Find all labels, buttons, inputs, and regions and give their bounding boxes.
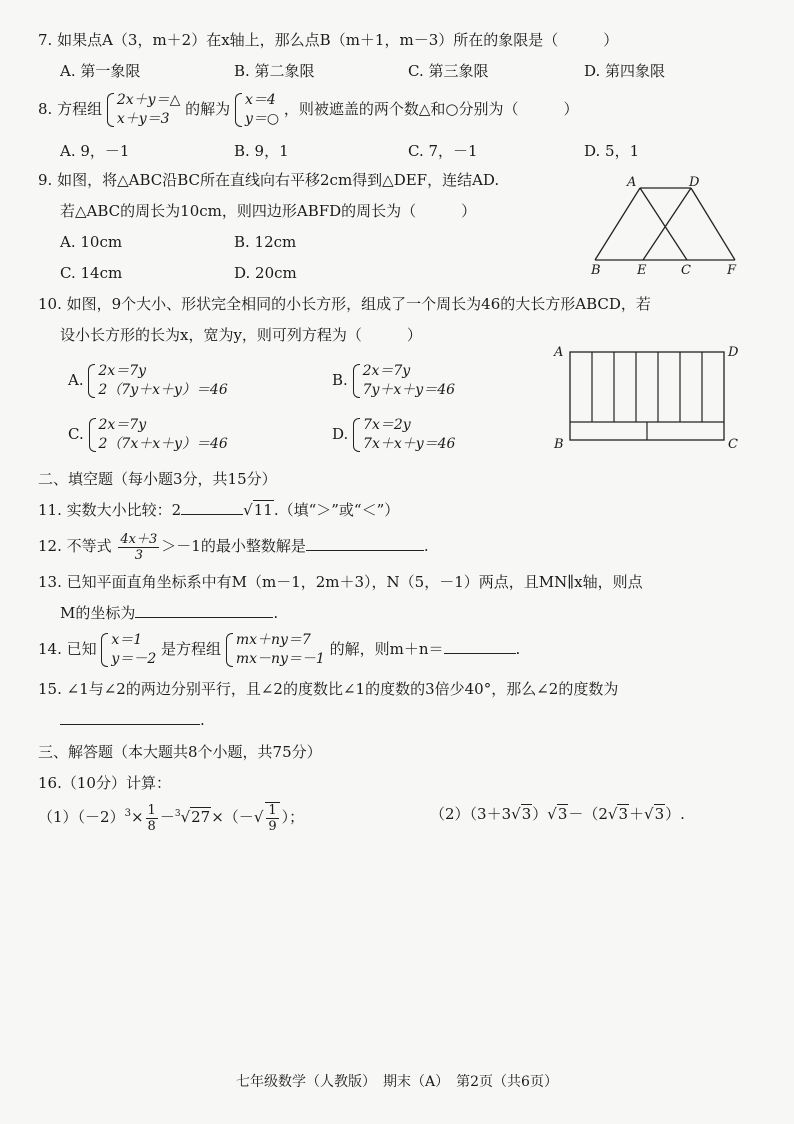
section-2-heading: 二、填空题（每小题3分，共15分） xyxy=(38,470,277,488)
q10-line1: 10. 如图，9个大小、形状完全相同的小长方形，组成了一个周长为46的大长方形ABCD，若 xyxy=(38,295,651,313)
q9-option-a: A. 10cm xyxy=(60,233,123,251)
q13-line1: 13. 已知平面直角坐标系中有M（m－1，2m＋3），N（5，－1）两点，且MN∥x轴，则点 xyxy=(38,573,643,591)
q10-rectangle-figure xyxy=(548,340,744,452)
q15-line2: . xyxy=(60,710,205,730)
q10-label-d: D xyxy=(728,345,739,360)
q7-option-d: D. 第四象限 xyxy=(584,62,666,80)
q14-system-2: mx＋ny＝7 mx－ny＝－1 xyxy=(226,631,325,669)
q9-line-de xyxy=(643,188,691,260)
q7-option-b: B. 第二象限 xyxy=(234,62,315,80)
q7-option-a: A. 第一象限 xyxy=(60,62,141,80)
q8-stem: 8. 方程组 2x＋y＝△ x＋y＝3 的解为 x＝4 y＝○ ，则被遮盖的两个数△和○分别为（ ） xyxy=(38,92,579,127)
q7-stem: 7. 如果点A（3，m＋2）在x轴上，那么点B（m＋1，m－3）所在的象限是（ ） xyxy=(38,31,619,49)
q9-line-ab xyxy=(595,188,640,260)
q16-stem: 16.（10分）计算： xyxy=(38,774,171,792)
q8-option-d: D. 5，1 xyxy=(584,142,640,160)
q13-answer-blank[interactable] xyxy=(135,603,273,618)
q9-option-c: C. 14cm xyxy=(60,264,123,282)
q10-option-a: A. 2x＝7y 2（7y＋x＋y）＝46 xyxy=(68,363,228,398)
q9-line1: 9. 如图，将△ABC沿BC所在直线向右平移2cm得到△DEF，连结AD. xyxy=(38,171,500,189)
q8-option-a: A. 9，－1 xyxy=(60,142,130,160)
q9-label-a: A xyxy=(627,175,637,190)
q15-line1: 15. ∠1与∠2的两边分别平行，且∠2的度数比∠1的度数的3倍少40°，那么∠2的度数为 xyxy=(38,680,619,698)
q7-option-c: C. 第三象限 xyxy=(408,62,489,80)
q9-line-df xyxy=(691,188,735,260)
q16-part-2: （2）（3＋3√3）√3－（2√3＋√3）. xyxy=(430,805,685,823)
q16-part-1: $(1)(-2)^3\times$ $\frac{1}{8}$ －$^3$√27×（－√ $\frac{1}{9}$ ）； xyxy=(38,802,305,834)
q8-option-b: B. 9，1 xyxy=(234,142,289,160)
q10-label-c: C xyxy=(728,437,738,452)
q9-label-c: C xyxy=(681,263,691,278)
q10-label-b: B xyxy=(554,437,564,452)
q10-option-d: D. 7x＝2y 7x＋x＋y＝46 xyxy=(332,417,456,452)
q10-option-c: C. 2x＝7y 2（7x＋x＋y）＝46 xyxy=(68,417,228,452)
section-3-heading: 三、解答题（本大题共8个小题，共75分） xyxy=(38,743,322,761)
q14-stem: 14. 已知 x＝1 y＝－2 是方程组 mx＋ny＝7 mx－ny＝－1 的解，则m＋n＝ . xyxy=(38,632,521,667)
q12-answer-blank[interactable] xyxy=(306,536,424,551)
q13-line2: M的坐标为 . xyxy=(60,604,279,622)
page-footer: 七年级数学（人教版） 期末（A） 第2页（共6页） xyxy=(236,1074,558,1090)
q15-answer-blank[interactable] xyxy=(60,710,200,725)
q10-label-a: A xyxy=(554,345,564,360)
q14-answer-blank[interactable] xyxy=(444,639,516,654)
q8-system-2: x＝4 y＝○ xyxy=(235,91,279,129)
q9-translation-figure xyxy=(585,170,745,280)
q10-option-b: B. 2x＝7y 7y＋x＋y＝46 xyxy=(332,363,456,398)
q9-label-b: B xyxy=(591,263,601,278)
q10-line2: 设小长方形的长为x，宽为y，则可列方程为（ ） xyxy=(60,326,422,344)
q9-label-f: F xyxy=(727,263,737,278)
q8-option-c: C. 7，－1 xyxy=(408,142,478,160)
q12-fraction: $\frac{4x+3}{3}$ xyxy=(120,531,158,563)
q9-label-d: D xyxy=(689,175,700,190)
q9-line-ac xyxy=(640,188,687,260)
q9-option-d: D. 20cm xyxy=(234,264,297,282)
q9-option-b: B. 12cm xyxy=(234,233,297,251)
q12-stem: 12. 不等式 $\frac{4x+3}{3}$ ＞－1的最小整数解是 . xyxy=(38,531,429,563)
q11-answer-blank[interactable] xyxy=(181,500,243,515)
q8-system-1: 2x＋y＝△ x＋y＝3 xyxy=(107,91,180,129)
q9-line2: 若△ABC的周长为10cm，则四边形ABFD的周长为（ ） xyxy=(60,202,477,220)
q9-label-e: E xyxy=(637,263,647,278)
q11-stem: 11. 实数大小比较：2 √11.（填“＞”或“＜”） xyxy=(38,501,400,519)
q14-system-1: x＝1 y＝－2 xyxy=(101,631,156,669)
